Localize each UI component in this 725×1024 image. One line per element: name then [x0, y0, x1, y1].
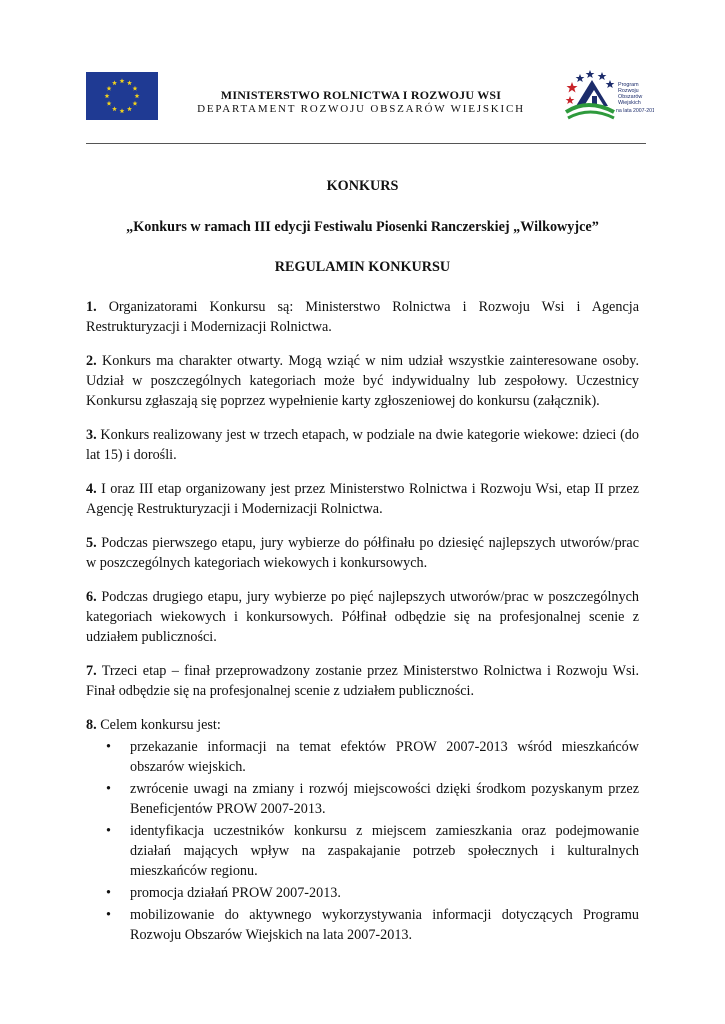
- bullet-icon: •: [106, 823, 111, 839]
- section-text: Celem konkursu jest:: [100, 717, 221, 733]
- section-text: Konkurs ma charakter otwarty. Mogą wziąć w nim udział wszystkie zainteresowane osoby. Udział w poszczególnych kategoriach może być indywidualny lub zespołowy. Uczestnicy Konkursu zgłaszają się poprzez wypełnienie karty zgłoszeniowej do konkursu (załącznik).: [86, 353, 639, 409]
- list-item: [106, 821, 639, 883]
- list-item: [106, 883, 639, 905]
- prow-logo-line3: Obszarów: [618, 94, 643, 100]
- ministry-name: [178, 88, 544, 116]
- prow-logo-line4: Wiejskich: [618, 100, 641, 106]
- section-number: 7.: [86, 663, 97, 679]
- document-body: [86, 176, 639, 947]
- section-text: Konkurs realizowany jest w trzech etapach, w podziale na dwie kategorie wiekowe: dzieci (do lat 15) i dorośli.: [86, 427, 639, 463]
- list-item-text: identyfikacja uczestników konkursu z miejscem zamieszkania oraz podejmowanie działań mających wpływ na zaspakajanie potrzeb społecznych i kulturalnych mieszkańców regionu.: [130, 823, 639, 879]
- prow-logo-line5: na lata 2007-2013: [616, 108, 654, 114]
- prow-logo-line1: Program: [618, 82, 639, 88]
- section-text: Trzeci etap – finał przeprowadzony zostanie przez Ministerstwo Rolnictwa i Rozwoju Wsi. Finał odbędzie się na profesjonalnej scenie z udziałem publiczności.: [86, 663, 639, 699]
- list-item-text: przekazanie informacji na temat efektów PROW 2007-2013 wśród mieszkańców obszarów wiejskich.: [130, 739, 639, 775]
- ministry-line2: DEPARTAMENT ROZWOJU OBSZARÓW WIEJSKICH: [197, 103, 525, 115]
- bullet-icon: •: [106, 907, 111, 923]
- bullet-icon: •: [106, 739, 111, 755]
- list-item-text: zwrócenie uwagi na zmiany i rozwój miejscowości dzięki środkom pozyskanym przez Beneficjentów PROW 2007-2013.: [130, 781, 639, 817]
- section-number: 4.: [86, 481, 97, 497]
- bullet-icon: •: [106, 781, 111, 797]
- section-1: [86, 297, 639, 337]
- document-subtitle: „Konkurs w ramach III edycji Festiwalu Piosenki Ranczerskiej „Wilkowyjce”: [126, 219, 599, 235]
- bullet-icon: •: [106, 885, 111, 901]
- regulation-title: REGULAMIN KONKURSU: [274, 259, 451, 275]
- header-divider: [86, 143, 646, 144]
- section-number: 8.: [86, 717, 97, 733]
- section-7: [86, 661, 639, 701]
- section-text: I oraz III etap organizowany jest przez Ministerstwo Rolnictwa i Rozwoju Wsi, etap II przez Agencję Restrukturyzacji i Modernizacji Rolnictwa.: [86, 481, 640, 517]
- section-6: [86, 587, 639, 647]
- section-4: [86, 479, 639, 519]
- section-text: Organizatorami Konkursu są: Ministerstwo Rolnictwa i Rozwoju Wsi i Agencja Restrukturyzacji i Modernizacji Rolnictwa.: [86, 299, 639, 335]
- letterhead: [86, 64, 654, 142]
- document-title: KONKURS: [326, 178, 399, 194]
- section-number: 3.: [86, 427, 97, 443]
- prow-logo-line2: Rozwoju: [618, 88, 639, 94]
- prow-logo-icon: [564, 68, 654, 124]
- section-text: Podczas drugiego etapu, jury wybierze po pięć najlepszych utworów/prac w poszczególnych kategoriach wiekowych i konkursowych. Półfinał odbędzie się na profesjonalnej scenie z udziałem publiczności.: [86, 589, 639, 645]
- eu-flag-icon: [86, 72, 158, 120]
- list-item-text: mobilizowanie do aktywnego wykorzystywania informacji dotyczących Programu Rozwoju Obszarów Wiejskich na lata 2007-2013.: [130, 907, 639, 943]
- section-3: [86, 425, 639, 465]
- section-2: [86, 351, 639, 411]
- list-item: [106, 779, 639, 821]
- section-number: 5.: [86, 535, 97, 551]
- ministry-line1: MINISTERSTWO ROLNICTWA I ROZWOJU WSI: [220, 88, 502, 102]
- section-number: 2.: [86, 353, 97, 369]
- section-5: [86, 533, 639, 573]
- goals-list: [86, 737, 639, 947]
- section-8: [86, 715, 639, 735]
- section-number: 6.: [86, 589, 97, 605]
- section-text: Podczas pierwszego etapu, jury wybierze do półfinału po dziesięć najlepszych utworów/prac w poszczególnych kategoriach wiekowych i konkursowych.: [86, 535, 640, 571]
- list-item-text: promocja działań PROW 2007-2013.: [130, 885, 341, 901]
- section-number: 1.: [86, 299, 97, 315]
- eu-flag-stars: [86, 72, 158, 120]
- list-item: [106, 737, 639, 779]
- list-item: [106, 905, 639, 947]
